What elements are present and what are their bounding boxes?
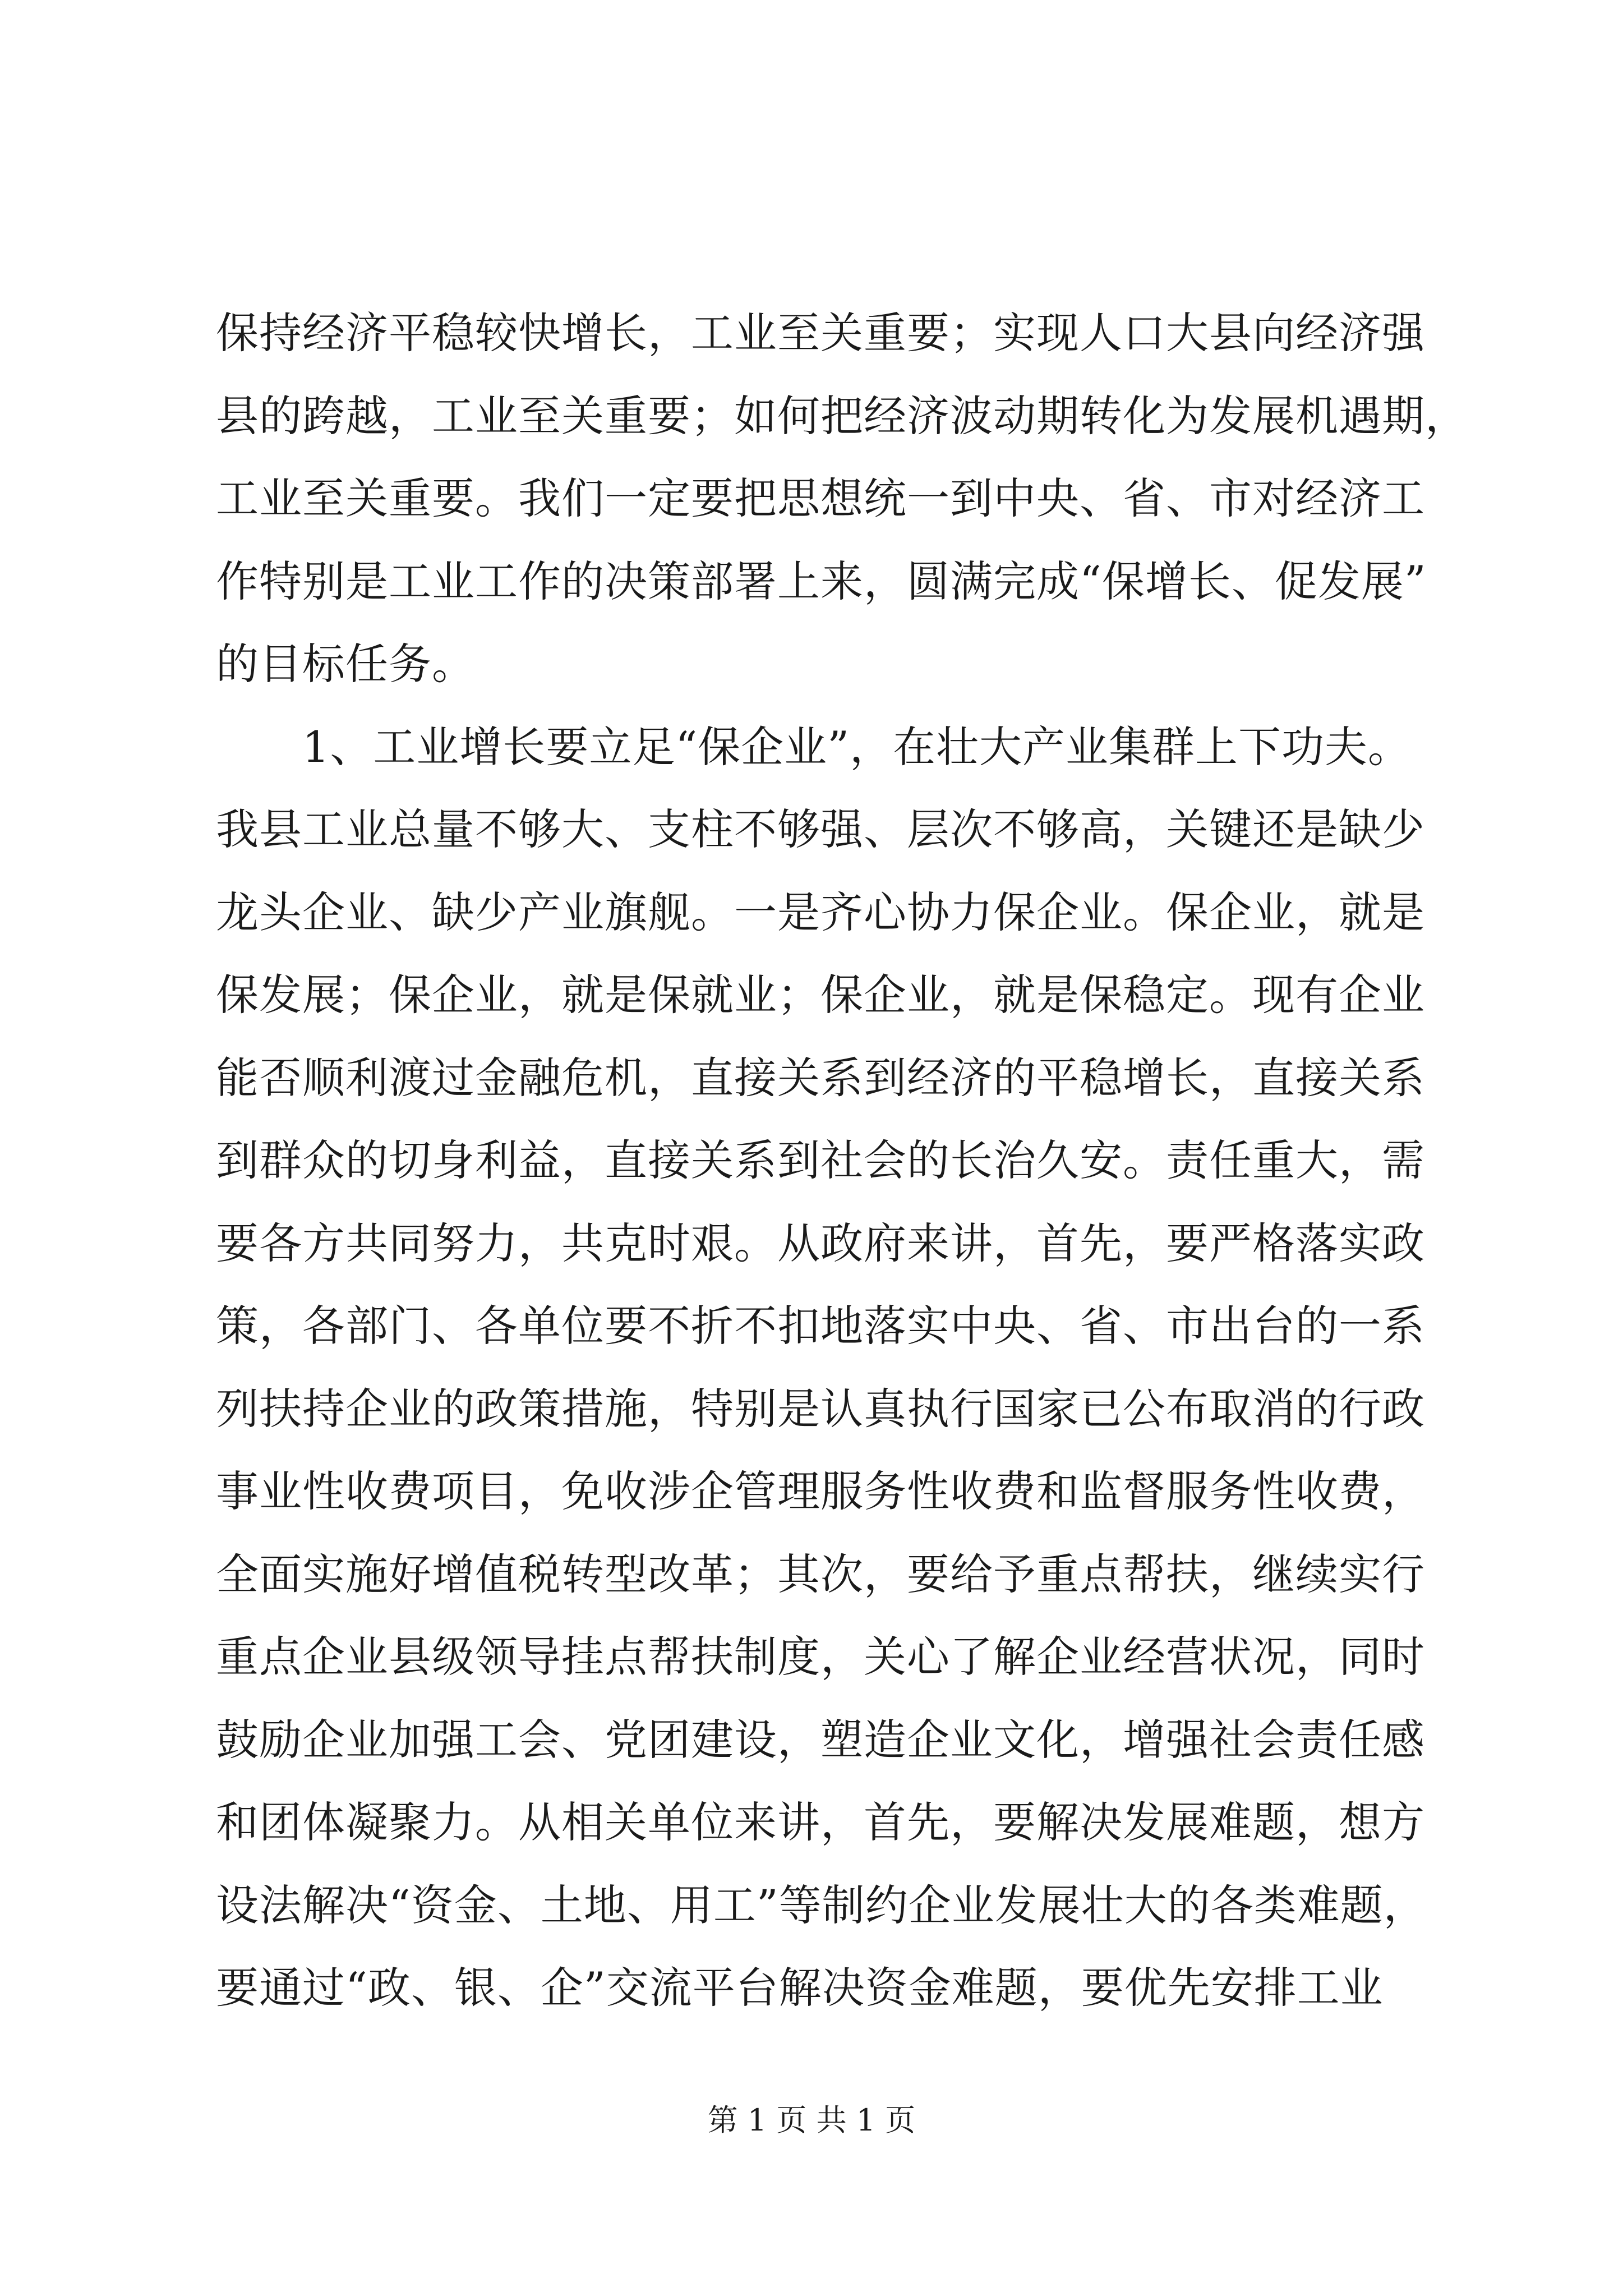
text-line: 的目标任务。 <box>216 639 475 689</box>
document-body <box>216 292 1468 2030</box>
text-line: 保发展；保企业，就是保就业；保企业，就是保稳定。现有企业 <box>216 970 1425 1020</box>
text-line: 保持经济平稳较快增长，工业至关重要；实现人口大县向经济强 <box>216 308 1425 358</box>
text-line: 鼓励企业加强工会、党团建设，塑造企业文化，增强社会责任感 <box>216 1714 1425 1765</box>
text-line: 龙头企业、缺少产业旗舰。一是齐心协力保企业。保企业，就是 <box>216 887 1425 937</box>
text-line: 列扶持企业的政策措施，特别是认真执行国家已公布取消的行政 <box>216 1383 1425 1434</box>
text-line: 事业性收费项目，免收涉企管理服务性收费和监督服务性收费， <box>216 1466 1425 1516</box>
text-line: 工业至关重要。我们一定要把思想统一到中央、省、市对经济工 <box>216 473 1425 523</box>
text-line: 全面实施好增值税转型改革；其次，要给予重点帮扶，继续实行 <box>216 1549 1425 1599</box>
text-line: 到群众的切身利益，直接关系到社会的长治久安。责任重大，需 <box>216 1135 1425 1185</box>
text-line: 设法解决“资金、土地、用工”等制约企业发展壮大的各类难题， <box>216 1880 1427 1930</box>
text-line: 重点企业县级领导挂点帮扶制度，关心了解企业经营状况，同时 <box>216 1632 1425 1682</box>
text-line: 能否顺利渡过金融危机，直接关系到经济的平稳增长，直接关系 <box>216 1052 1425 1103</box>
text-line: 县的跨越，工业至关重要；如何把经济波动期转化为发展机遇期， <box>216 390 1468 441</box>
text-line: 要各方共同努力，共克时艰。从政府来讲，首先，要严格落实政 <box>216 1218 1425 1268</box>
text-line: 1、工业增长要立足“保企业”，在壮大产业集群上下功夫。 <box>216 721 1412 772</box>
text-line: 策，各部门、各单位要不折不扣地落实中央、省、市出台的一系 <box>216 1301 1425 1351</box>
text-line: 和团体凝聚力。从相关单位来讲，首先，要解决发展难题，想方 <box>216 1797 1425 1847</box>
page-number-footer: 第 1 页 共 1 页 <box>707 2102 916 2138</box>
text-line: 我县工业总量不够大、支柱不够强、层次不够高，关键还是缺少 <box>216 804 1425 854</box>
text-line: 作特别是工业工作的决策部署上来，圆满完成“保增长、促发展” <box>216 556 1427 606</box>
text-line: 要通过“政、银、企”交流平台解决资金难题，要优先安排工业 <box>216 1963 1384 2013</box>
